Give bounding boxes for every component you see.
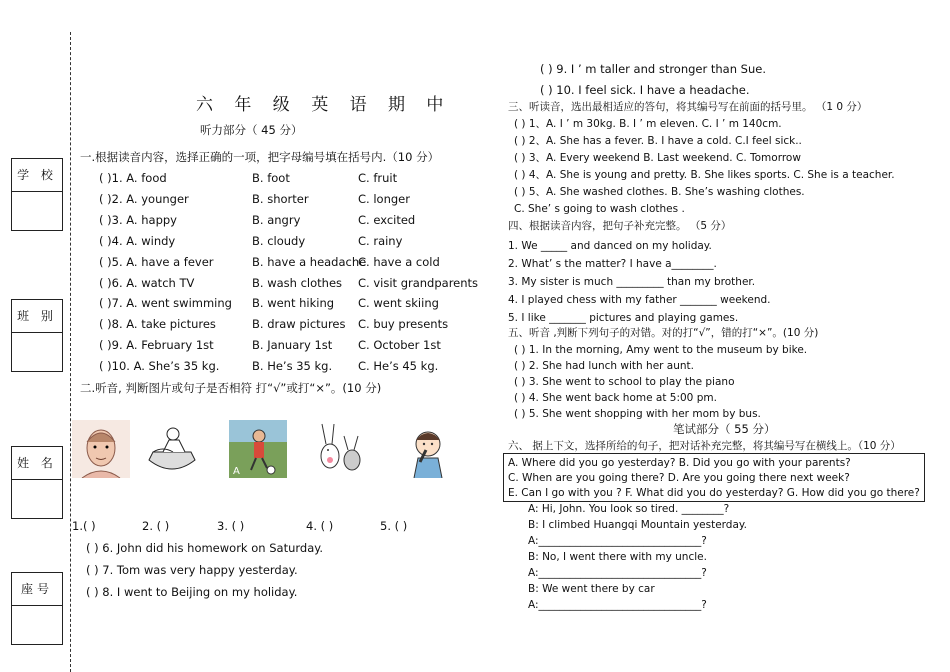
- rabbits-picture: [312, 420, 370, 478]
- question-option-b: B. draw pictures: [252, 317, 346, 332]
- binding-line: [70, 32, 71, 672]
- question-option-c: C. have a cold: [358, 254, 440, 269]
- part5-heading: 五、听音 ,判断下列句子的对错。对的打“√”，错的打“×”。(10 分): [508, 327, 819, 339]
- true-false-item[interactable]: ( ) 2. She had lunch with her aunt.: [514, 360, 695, 372]
- question-option-c: C. excited: [358, 212, 416, 227]
- sick-boy-picture: [400, 420, 458, 478]
- question-option-c: C. fruit: [358, 171, 398, 185]
- svg-text:A: A: [233, 466, 240, 477]
- class-box: [11, 299, 63, 372]
- dialogue-line[interactable]: A:_______________________________?: [528, 567, 707, 579]
- question-option-c: C. went skiing: [358, 296, 439, 311]
- boy-face-picture: [72, 420, 130, 478]
- fill-blank-item[interactable]: 3. My sister is much _________ than my brother.: [508, 276, 756, 288]
- fill-blank-item[interactable]: 1. We _____ and danced on my holiday.: [508, 240, 712, 252]
- part2-heading: 二.听音, 判断图片或句子是否相符 打“√”或打“×”。(10 分): [80, 381, 382, 395]
- question-option-a[interactable]: ( )3. A. happy: [99, 212, 177, 227]
- question-option-b: B. He’s 35 kg.: [252, 359, 333, 374]
- question-option-c: C. October 1st: [358, 338, 441, 353]
- judge-item[interactable]: ( ) 6. John did his homework on Saturday.: [86, 541, 324, 555]
- picture-answer-blank[interactable]: 1.( ): [72, 519, 96, 533]
- school-field[interactable]: [12, 192, 62, 230]
- class-label: 班 别: [12, 300, 62, 333]
- fill-blank-item[interactable]: 5. I like _______ pictures and playing games.: [508, 312, 739, 324]
- washing-clothes-picture: [143, 420, 201, 478]
- question-option-a[interactable]: ( )10. A. She’s 35 kg.: [99, 359, 220, 374]
- part3-heading: 三、听读音，选出最相适应的答句，将其编号写在前面的括号里。 （1 0 分）: [508, 101, 868, 113]
- question-option-a[interactable]: ( )6. A. watch TV: [99, 275, 195, 290]
- part6-heading: 六、 据上下文，选择所给的句子，把对话补充完整，将其编号写在横线上。（10 分）: [508, 440, 901, 452]
- question-option-a[interactable]: ( )4. A. windy: [99, 233, 176, 248]
- listening-header: 听力部分（ 45 分）: [200, 123, 303, 137]
- name-field[interactable]: [12, 480, 62, 518]
- question-option-b: B. foot: [252, 171, 290, 185]
- dialogue-line: B: No, I went there with my uncle.: [528, 551, 707, 563]
- question-option-c: C. longer: [358, 191, 410, 206]
- question-option-c: C. buy presents: [358, 317, 449, 332]
- true-false-item[interactable]: ( ) 3. She went to school to play the piano: [514, 376, 735, 388]
- answer-choice-item[interactable]: C. She’ s going to wash clothes .: [514, 203, 685, 215]
- dialogue-line: B: We went there by car: [528, 583, 655, 595]
- question-option-a[interactable]: ( )2. A. younger: [99, 191, 189, 206]
- question-option-b: B. went hiking: [252, 296, 335, 311]
- judge-item[interactable]: ( ) 10. I feel sick. I have a headache.: [540, 83, 750, 97]
- true-false-item[interactable]: ( ) 1. In the morning, Amy went to the museum by bike.: [514, 344, 808, 356]
- dialogue-option: E. Can I go with you ? F. What did you do yesterday? G. How did you go there?: [508, 487, 920, 499]
- seat-label: 座号: [12, 573, 62, 606]
- question-option-b: B. shorter: [252, 191, 309, 206]
- seat-box: [11, 572, 63, 645]
- dialogue-line[interactable]: A:_______________________________?: [528, 535, 707, 547]
- dialogue-line[interactable]: A:_______________________________?: [528, 599, 707, 611]
- answer-choice-item[interactable]: ( ) 3、A. Every weekend B. Last weekend. C. Tomorrow: [514, 152, 801, 164]
- name-box: [11, 446, 63, 519]
- true-false-item[interactable]: ( ) 4. She went back home at 5:00 pm.: [514, 392, 717, 404]
- part4-heading: 四、根据读音内容，把句子补充完整。 （5 分）: [508, 220, 732, 232]
- dialogue-option: A. Where did you go yesterday? B. Did you go with your parents?: [508, 457, 851, 469]
- picture-answer-blank[interactable]: 2. ( ): [142, 519, 170, 533]
- answer-choice-item[interactable]: ( ) 4、A. She is young and pretty. B. She likes sports. C. She is a teacher.: [514, 169, 895, 181]
- judge-item[interactable]: ( ) 7. Tom was very happy yesterday.: [86, 563, 298, 577]
- picture-answer-blank[interactable]: 3. ( ): [217, 519, 245, 533]
- question-option-b: B. cloudy: [252, 233, 306, 248]
- answer-choice-item[interactable]: ( ) 5、A. She washed clothes. B. She’s washing clothes.: [514, 186, 805, 198]
- judge-item[interactable]: ( ) 8. I went to Beijing on my holiday.: [86, 585, 298, 599]
- true-false-item[interactable]: ( ) 5. She went shopping with her mom by bus.: [514, 408, 761, 420]
- question-option-a[interactable]: ( )9. A. February 1st: [99, 338, 214, 353]
- judge-item[interactable]: ( ) 9. I ’ m taller and stronger than Sue.: [540, 62, 766, 76]
- picture-answer-blank[interactable]: 5. ( ): [380, 519, 408, 533]
- fill-blank-item[interactable]: 4. I played chess with my father _______ weekend.: [508, 294, 771, 306]
- fill-blank-item[interactable]: 2. What’ s the matter? I have a________.: [508, 258, 717, 270]
- question-option-a[interactable]: ( )8. A. take pictures: [99, 317, 216, 332]
- question-option-a[interactable]: ( )5. A. have a fever: [99, 254, 214, 269]
- question-option-a[interactable]: ( )7. A. went swimming: [99, 296, 232, 311]
- class-field[interactable]: [12, 333, 62, 371]
- dialogue-option: C. When are you going there? D. Are you going there next week?: [508, 472, 850, 484]
- dialogue-line: B: I climbed Huangqi Mountain yesterday.: [528, 519, 747, 531]
- question-option-b: B. wash clothes: [252, 275, 343, 290]
- question-option-b: B. angry: [252, 212, 301, 227]
- question-option-c: C. He’s 45 kg.: [358, 359, 439, 374]
- picture-answer-blank[interactable]: 4. ( ): [306, 519, 334, 533]
- answer-choice-item[interactable]: ( ) 1、A. I ’ m 30kg. B. I ’ m eleven. C. I ’ m 140cm.: [514, 118, 782, 130]
- part1-heading: 一.根据读音内容，选择正确的一项，把字母编号填在括号内.（10 分）: [80, 150, 440, 164]
- playing-football-picture: [229, 420, 287, 478]
- written-header: 笔试部分（ 55 分）: [673, 422, 776, 436]
- question-option-b: B. have a headache: [252, 254, 367, 269]
- dialogue-line[interactable]: A: Hi, John. You look so tired. ________?: [528, 503, 730, 515]
- name-label: 姓 名: [12, 447, 62, 480]
- question-option-b: B. January 1st: [252, 338, 333, 353]
- page-title: 六 年 级 英 语 期 中: [196, 95, 452, 115]
- question-option-a[interactable]: ( )1. A. food: [99, 171, 167, 185]
- school-label: 学 校: [12, 159, 62, 192]
- seat-field[interactable]: [12, 606, 62, 644]
- question-option-c: C. rainy: [358, 233, 403, 248]
- answer-choice-item[interactable]: ( ) 2、A. She has a fever. B. I have a cold. C.I feel sick..: [514, 135, 802, 147]
- school-box: [11, 158, 63, 231]
- question-option-c: C. visit grandparents: [358, 275, 479, 290]
